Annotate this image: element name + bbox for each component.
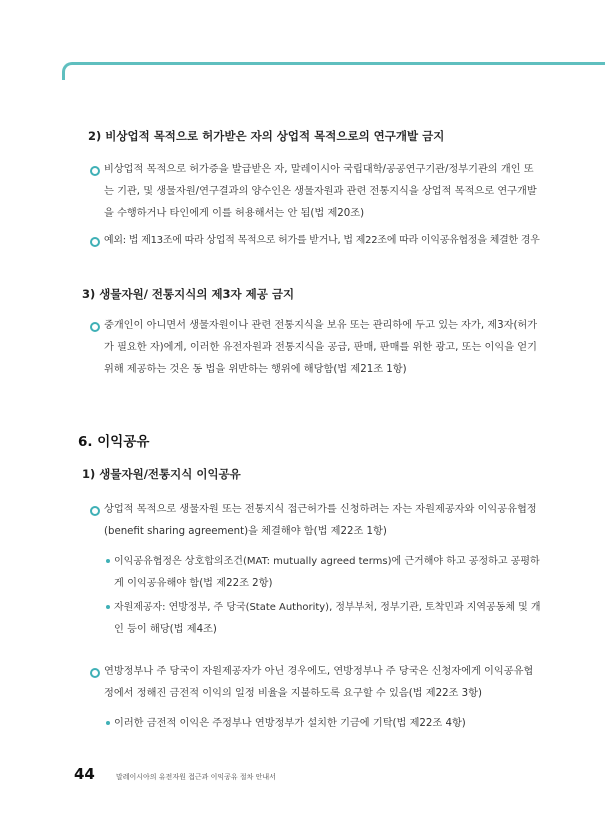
bullet-line: 비상업적 목적으로 허가증을 발급받은 자, 말레이시아 국립대학/공공연구기관/정부기관의 개인 또 (104, 164, 534, 175)
sub-bullet-dot-icon (106, 605, 110, 609)
section-2-heading: 2) 비상업적 목적으로 허가받은 자의 상업적 목적으로의 연구개발 금지 (88, 129, 445, 143)
section-3-heading: 3) 생물자원/ 전통지식의 제3자 제공 금지 (82, 287, 295, 301)
bullet-ring-icon (90, 668, 100, 678)
sub-bullet-dot-icon (106, 559, 110, 563)
bullet-line: 예외: 법 제13조에 따라 상업적 목적으로 허가를 받거나, 법 제22조에 따라 이익공유협정을 체결한 경우 (104, 235, 540, 246)
sub-bullet-line: 인 등이 해당(법 제4조) (114, 624, 217, 635)
bullet-line: 정에서 정해진 금전적 이익의 일정 비율을 지불하도록 요구할 수 있음(법 제22조 3항) (104, 688, 482, 699)
page-number: 44 (74, 765, 95, 783)
bullet-line: (benefit sharing agreement)을 체결해야 함(법 제22조 1항) (104, 526, 387, 537)
footer-doc-title: 말레이시아의 유전자원 접근과 이익공유 절차 안내서 (116, 773, 276, 781)
bullet-line: 는 기관, 및 생물자원/연구결과의 양수인은 생물자원과 관련 전통지식을 상업적 목적으로 연구개발 (104, 186, 537, 197)
section-6-heading: 6. 이익공유 (78, 434, 150, 450)
section-6-1-heading: 1) 생물자원/전통지식 이익공유 (82, 467, 241, 481)
bullet-ring-icon (90, 237, 100, 247)
bullet-line: 상업적 목적으로 생물자원 또는 전통지식 접근허가를 신청하려는 자는 자원제공자와 이익공유협정 (104, 504, 537, 515)
bullet-line: 을 수행하거나 타인에게 이를 허용해서는 안 됨(법 제20조) (104, 208, 365, 219)
bullet-ring-icon (90, 166, 100, 176)
bullet-ring-icon (90, 322, 100, 332)
bullet-line: 중개인이 아니면서 생물자원이나 관련 전통지식을 보유 또는 관리하에 두고 있는 자가, 제3자(허가 (104, 320, 538, 331)
sub-bullet-line: 이러한 금전적 이익은 주정부나 연방정부가 설치한 기금에 기탁(법 제22조 4항) (114, 718, 466, 729)
bullet-line: 위해 제공하는 것은 동 법을 위반하는 행위에 해당함(법 제21조 1항) (104, 364, 407, 375)
sub-bullet-line: 게 이익공유해야 함(법 제22조 2항) (114, 578, 273, 589)
sub-bullet-dot-icon (106, 721, 110, 725)
sub-bullet-line: 이익공유협정은 상호합의조건(MAT: mutually agreed terms)에 근거해야 하고 공정하고 공평하 (114, 556, 540, 567)
bullet-line: 연방정부나 주 당국이 자원제공자가 아닌 경우에도, 연방정부나 주 당국은 신청자에게 이익공유협 (104, 666, 534, 677)
bullet-ring-icon (90, 506, 100, 516)
page-corner-frame (62, 62, 605, 80)
bullet-line: 가 필요한 자)에게, 이러한 유전자원과 전통지식을 공급, 판매, 판매를 위한 광고, 또는 이익을 얻기 (104, 342, 537, 353)
sub-bullet-line: 자원제공자: 연방정부, 주 당국(State Authority), 정부부처, 정부기관, 토착민과 지역공동체 및 개 (114, 602, 541, 613)
